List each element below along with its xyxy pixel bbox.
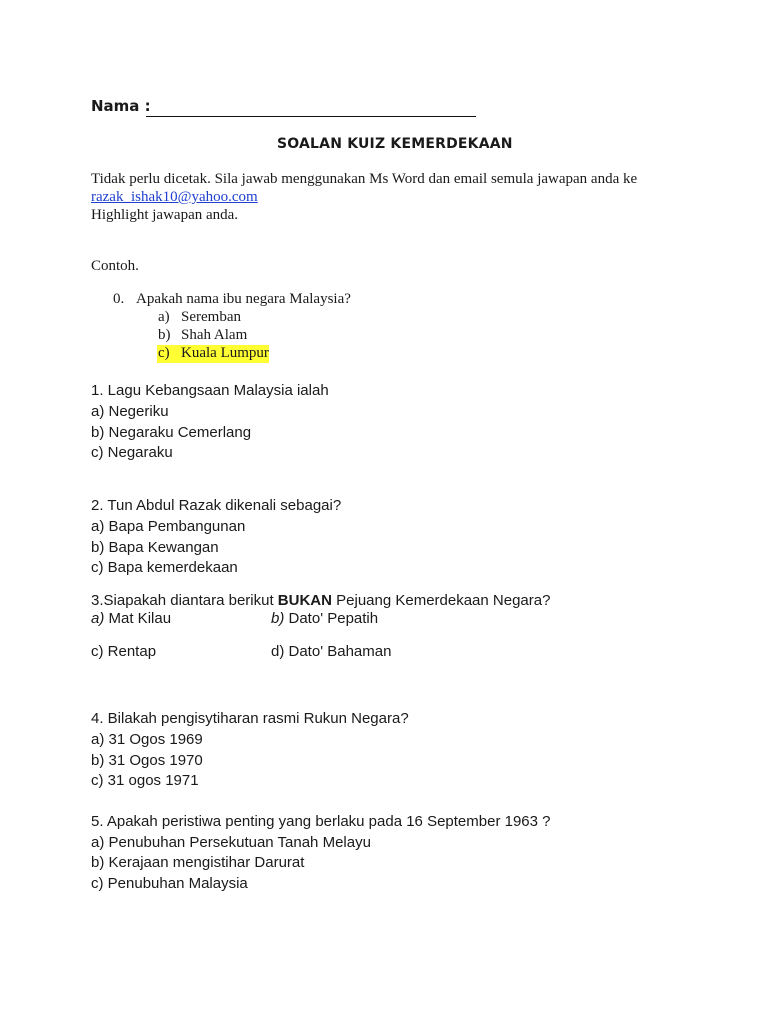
q5-option-b: b) Kerajaan mengistihar Darurat — [91, 854, 305, 871]
question-3-emphasis: BUKAN — [277, 592, 332, 609]
example-number: 0. — [113, 291, 125, 307]
q4-option-c: c) 31 ogos 1971 — [91, 772, 199, 789]
q3-option-d: d) Dato' Bahaman — [271, 643, 392, 660]
example-option-text: Shah Alam — [181, 327, 248, 343]
q2-option-b: b) Bapa Kewangan — [91, 539, 219, 556]
q5-option-a: a) Penubuhan Persekutuan Tanah Melayu — [91, 834, 371, 851]
example-label: Contoh. — [91, 258, 139, 274]
page-title: SOALAN KUIZ KEMERDEKAAN — [277, 136, 513, 152]
q4-option-b: b) 31 Ogos 1970 — [91, 752, 203, 769]
example-option-text: Kuala Lumpur — [181, 345, 269, 361]
q3-option-a-letter: a) — [91, 610, 105, 627]
q3-option-a — [91, 610, 171, 627]
q2-option-a: a) Bapa Pembangunan — [91, 518, 246, 535]
q4-option-a: a) 31 Ogos 1969 — [91, 731, 203, 748]
q1-option-c: c) Negaraku — [91, 444, 173, 461]
name-label: Nama : — [91, 97, 151, 115]
example-question: Apakah nama ibu negara Malaysia? — [136, 291, 351, 307]
example-option-text: Seremban — [181, 309, 241, 325]
intro-line: Tidak perlu dicetak. Sila jawab menggunakan Ms Word dan email semula jawapan anda ke — [91, 171, 638, 187]
name-underline — [146, 116, 476, 117]
example-option-letter: a) — [158, 309, 170, 325]
q3-option-b-letter: b) — [271, 610, 285, 627]
q3-option-b-text: Dato' Pepatih — [284, 610, 379, 627]
email-link[interactable]: razak_ishak10@yahoo.com — [91, 189, 258, 205]
question-3-prefix: 3.Siapakah diantara berikut — [91, 592, 278, 609]
q1-option-a: a) Negeriku — [91, 403, 169, 420]
q5-option-c: c) Penubuhan Malaysia — [91, 875, 248, 892]
q3-option-a-text: Mat Kilau — [104, 610, 172, 627]
question-2: 2. Tun Abdul Razak dikenali sebagai? — [91, 497, 342, 514]
question-3 — [91, 592, 550, 609]
question-1: 1. Lagu Kebangsaan Malaysia ialah — [91, 382, 329, 399]
q3-option-b — [271, 610, 378, 627]
example-option-letter: b) — [158, 327, 171, 343]
question-5: 5. Apakah peristiwa penting yang berlaku pada 16 September 1963 ? — [91, 813, 551, 830]
example-option-letter: c) — [158, 345, 170, 361]
question-4: 4. Bilakah pengisytiharan rasmi Rukun Negara? — [91, 710, 409, 727]
intro-instruction: Highlight jawapan anda. — [91, 207, 239, 223]
example-answer-highlight — [157, 345, 269, 363]
q2-option-c: c) Bapa kemerdekaan — [91, 559, 238, 576]
q3-option-c: c) Rentap — [91, 643, 157, 660]
q1-option-b: b) Negaraku Cemerlang — [91, 424, 252, 441]
question-3-suffix: Pejuang Kemerdekaan Negara? — [331, 592, 551, 609]
